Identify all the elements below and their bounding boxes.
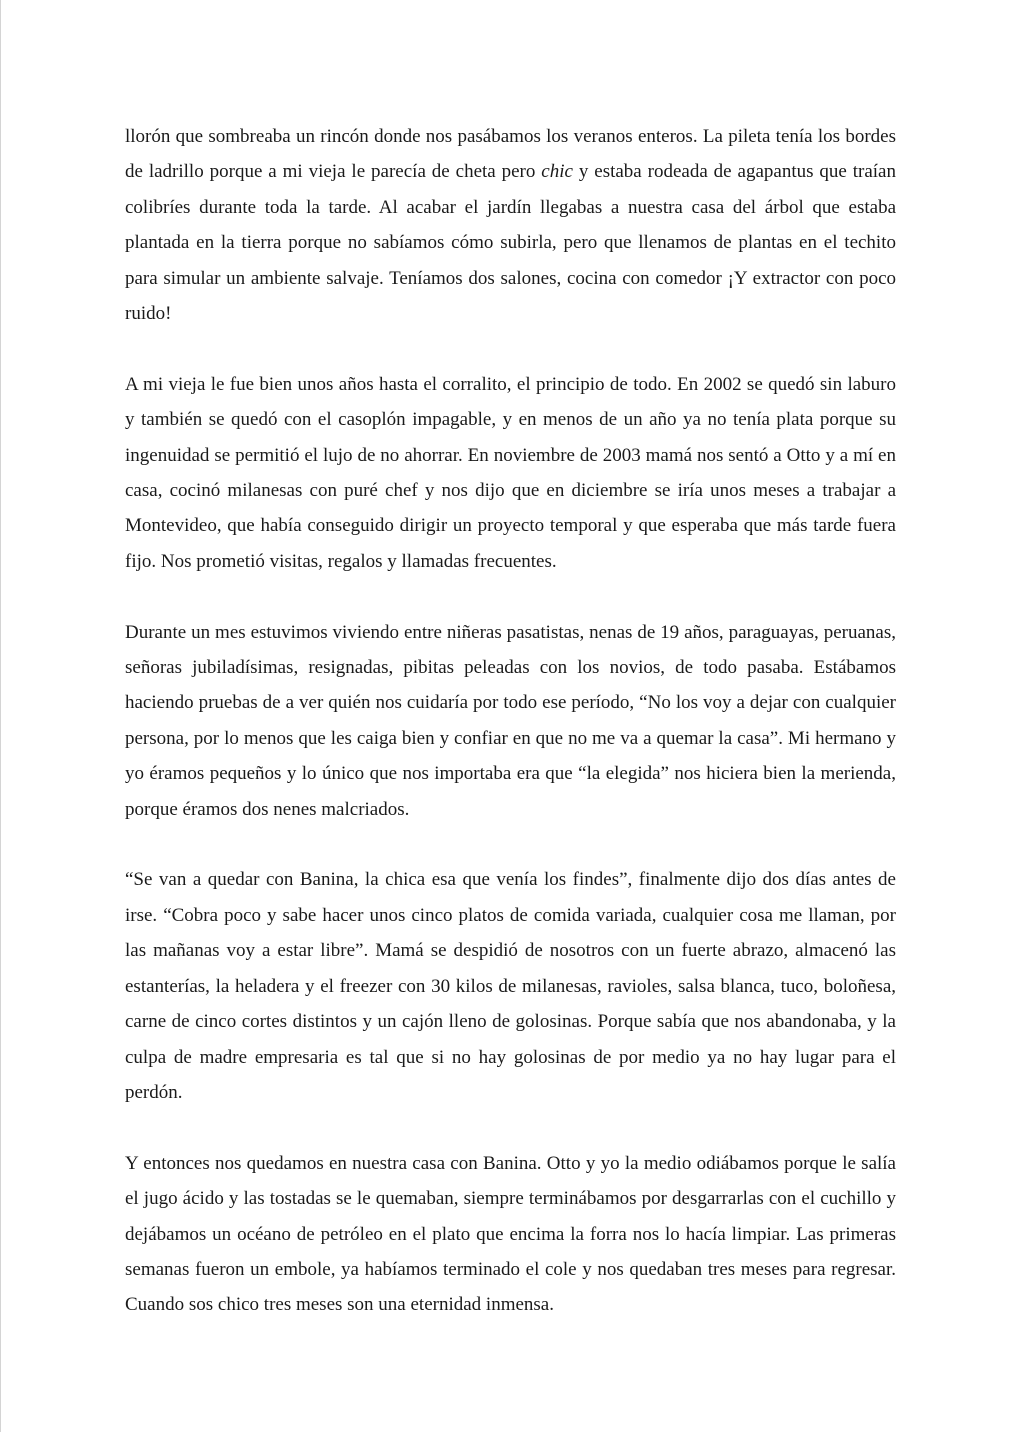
paragraph-3 xyxy=(125,615,896,827)
paragraph-text: Durante un mes estuvimos viviendo entre niñeras pasatistas, nenas de 19 años, paraguayas, peruanas, señoras jubiladísimas, resignadas, pibitas peleadas con los novios, de todo pasaba. Estábamos haciendo pruebas de a ver quién nos cuidaría por todo ese período, “No los voy a dejar con cualquier persona, por lo menos que les caiga bien y confiar en que no me va a quemar la casa”. Mi hermano y yo éramos pequeños y lo único que nos importaba era que “la elegida” nos hiciera bien la merienda, porque éramos dos nenes malcriados. xyxy=(125,621,896,820)
paragraph-text: Y entonces nos quedamos en nuestra casa con Banina. Otto y yo la medio odiábamos porque le salía el jugo ácido y las tostadas se le quemaban, siempre terminábamos por desgarrarlas con el cuchillo y dejábamos un océano de petróleo en el plato que encima la forra nos lo hacía limpiar. Las primeras semanas fueron un embole, ya habíamos terminado el cole y nos quedaban tres meses para regresar. Cuando sos chico tres meses son una eternidad inmensa. xyxy=(125,1152,896,1316)
paragraph-4 xyxy=(125,862,896,1110)
paragraph-2 xyxy=(125,367,896,579)
body-text xyxy=(125,119,896,1323)
paragraph-text: y estaba rodeada de agapantus que traían colibríes durante toda la tarde. Al acabar el jardín llegabas a nuestra casa del árbol que estaba plantada en la tierra porque no sabíamos cómo subirla, pero que llenamos de plantas en el techito para simular un ambiente salvaje. Teníamos dos salones, cocina con comedor ¡Y extractor con poco ruido! xyxy=(125,161,896,325)
paragraph-text: “Se van a quedar con Banina, la chica esa que venía los findes”, finalmente dijo dos días antes de irse. “Cobra poco y sabe hacer unos cinco platos de comida variada, cualquier cosa me llaman, por las mañanas voy a estar libre”. Mamá se despidió de nosotros con un fuerte abrazo, almacenó las estanterías, la heladera y el freezer con 30 kilos de milanesas, ravioles, salsa blanca, tuco, boloñesa, carne de cinco cortes distintos y un cajón lleno de golosinas. Porque sabía que nos abandonaba, y la culpa de madre empresaria es tal que si no hay golosinas de por medio ya no hay lugar para el perdón. xyxy=(125,869,896,1103)
paragraph-5 xyxy=(125,1146,896,1323)
paragraph-text: llorón que sombreaba un rincón donde nos pasábamos los veranos enteros. La pileta tenía los bordes de ladrillo porque a mi vieja le parecía de cheta pero xyxy=(125,126,896,183)
paragraph-1 xyxy=(125,119,896,331)
italic-word: chic xyxy=(541,161,573,183)
paragraph-text: A mi vieja le fue bien unos años hasta el corralito, el principio de todo. En 2002 se quedó sin laburo y también se quedó con el casoplón impagable, y en menos de un año ya no tenía plata porque su ingenuidad se permitió el lujo de no ahorrar. En noviembre de 2003 mamá nos sentó a Otto y a mí en casa, cocinó milanesas con puré chef y nos dijo que en diciembre se iría unos meses a trabajar a Montevideo, que había conseguido dirigir un proyecto temporal y que esperaba que más tarde fuera fijo. Nos prometió visitas, regalos y llamadas frecuentes. xyxy=(125,373,896,572)
